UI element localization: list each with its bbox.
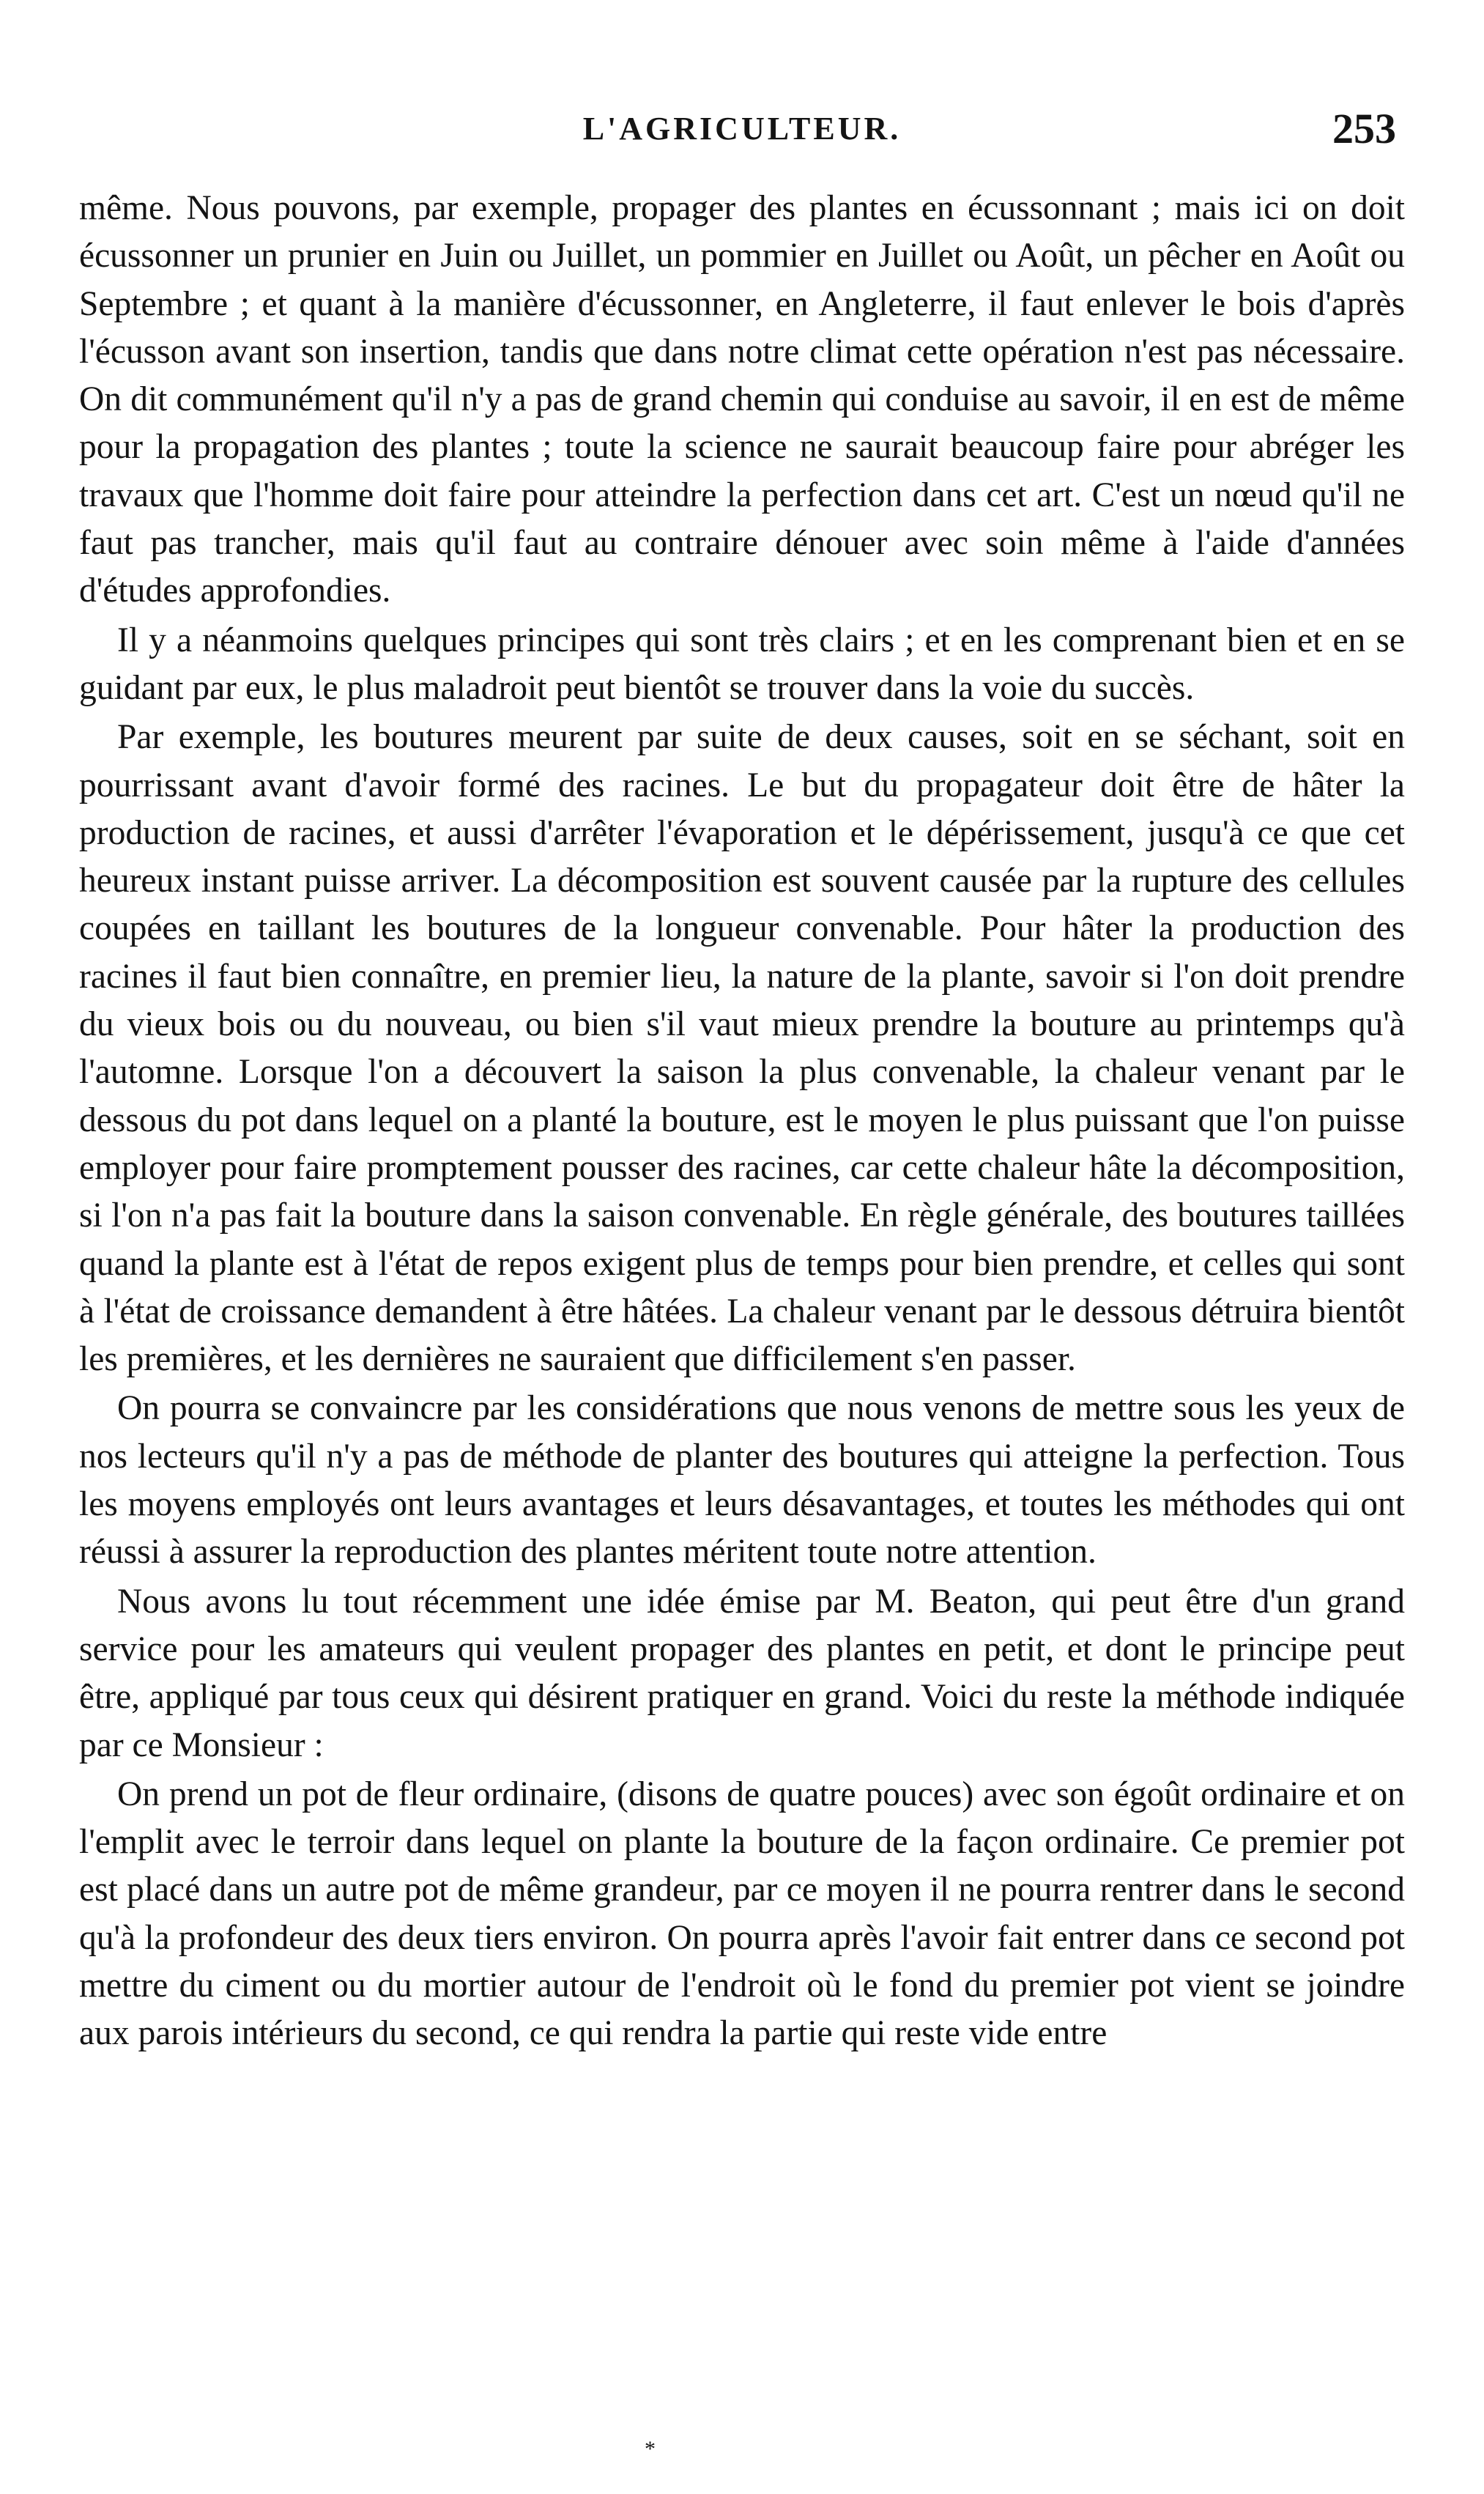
body-text [79,185,1405,2060]
paragraph-5: Nous avons lu tout récemment une idée émise par M. Beaton, qui peut être d'un grand service pour les amateurs qui veulent propager des plantes en petit, et dont le principe peut être, appliqué par tous ceux qui désirent pratiquer en grand. Voici du reste la méthode indiquée par ce Monsieur : [79,1582,1405,1764]
page-number: 253 [1332,105,1396,152]
running-title: L'AGRICULTEUR. [582,111,902,147]
paragraph-4: On pourra se convaincre par les considérations que nous venons de mettre sous les yeux de nos lecteurs qu'il n'y a pas de méthode de planter des boutures qui atteigne la perfection. Tous les moyens employés ont leurs avantages et leurs désavantages, et toutes les méthodes qui ont réussi à assurer la reproduction des plantes méritent toute notre attention. [79,1389,1405,1572]
paragraph-1: même. Nous pouvons, par exemple, propager des plantes en écussonnant ; mais ici on doit écussonner un prunier en Juin ou Juillet, un pommier en Juillet ou Août, un pêcher en Août ou Septembre ; et quant à la manière d'écussonner, en Angleterre, il faut enlever le bois d'après l'écusson avant son insertion, tandis que dans notre climat cette opération n'est pas nécessaire. On dit communément qu'il n'y a pas de grand chemin qui conduise au savoir, il en est de même pour la propagation des plantes ; toute la science ne saurait beaucoup faire pour abréger les travaux que l'homme doit faire pour atteindre la perfection dans cet art. C'est un nœud qu'il ne faut pas trancher, mais qu'il faut au contraire dénouer avec soin même à l'aide d'années d'études approfondies. [79,189,1405,610]
paragraph-3: Par exemple, les boutures meurent par suite de deux causes, soit en se séchant, soit en pourrissant avant d'avoir formé des racines. Le but du propagateur doit être de hâter la production de racines, et aussi d'arrêter l'évaporation et le dépérissement, jusqu'à ce que cet heureux instant puisse arriver. La décomposition est souvent causée par la rupture des cellules coupées en taillant les boutures de la longueur convenable. Pour hâter la production des racines il faut bien connaître, en premier lieu, la nature de la plante, savoir si l'on doit prendre du vieux bois ou du nouveau, ou bien s'il vaut mieux prendre la bouture au printemps qu'à l'automne. Lorsque l'on a découvert la saison la plus convenable, la chaleur venant par le dessous du pot dans lequel on a planté la bouture, est le moyen le plus puissant que l'on puisse employer pour faire promptement pousser des racines, car cette chaleur hâte la décomposition, si l'on n'a pas fait la bouture dans la saison convenable. En règle générale, des boutures taillées quand la plante est à l'état de repos exigent plus de temps pour bien prendre, et celles qui sont à l'état de croissance demandent à être hâtées. La chaleur venant par le dessous détruira bientôt les premières, et les dernières ne sauraient que difficilement s'en passer. [79,718,1405,1379]
signature-mark: * [645,2437,656,2461]
paragraph-2: Il y a néanmoins quelques principes qui sont très clairs ; et en les comprenant bien et en se guidant par eux, le plus maladroit peut bientôt se trouver dans la voie du succès. [79,621,1405,707]
page-header [79,105,1405,161]
paragraph-6: On prend un pot de fleur ordinaire, (disons de quatre pouces) avec son égoût ordinaire et on l'emplit avec le terroir dans lequel on plante la bouture de la façon ordinaire. Ce premier pot est placé dans un autre pot de même grandeur, par ce moyen il ne pourra rentrer dans le second qu'à la profondeur des deux tiers environ. On pourra après l'avoir fait entrer dans ce second pot mettre du ciment ou du mortier autour de l'endroit où le fond du premier pot vient se joindre aux parois intérieurs du second, ce qui rendra la partie qui reste vide entre [79,1775,1405,2053]
